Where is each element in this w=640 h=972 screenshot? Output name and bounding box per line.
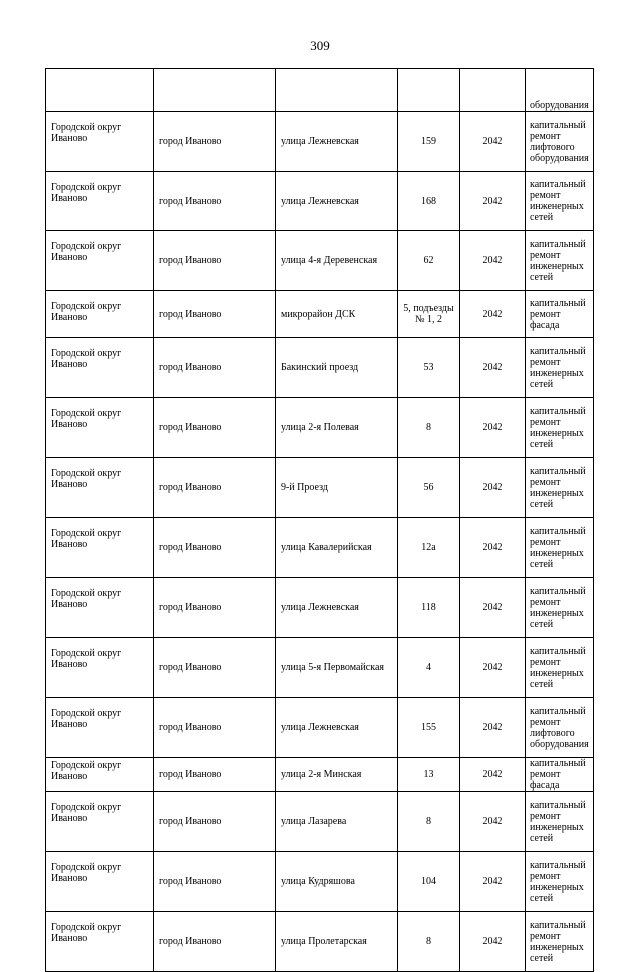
house-cell: 13 — [398, 758, 460, 792]
region-cell: Городской округ Иваново — [46, 458, 154, 518]
region-cell: Городской округ Иваново — [46, 578, 154, 638]
year-cell: 2042 — [460, 758, 526, 792]
house-cell: 8 — [398, 912, 460, 972]
work-type-cell: капитальный ремонт фасада — [526, 291, 594, 338]
year-cell: 2042 — [460, 338, 526, 398]
work-type-cell: капитальный ремонт инженерных сетей — [526, 231, 594, 291]
table-row — [46, 852, 594, 912]
region-cell: Городской округ Иваново — [46, 172, 154, 231]
street-cell: улица 5-я Первомайская — [276, 638, 398, 698]
work-type-cell: капитальный ремонт инженерных сетей — [526, 912, 594, 972]
table-row — [46, 112, 594, 172]
region-cell: Городской округ Иваново — [46, 852, 154, 912]
table-row — [46, 758, 594, 792]
house-cell: 62 — [398, 231, 460, 291]
region-cell: Городской округ Иваново — [46, 638, 154, 698]
house-cell: 8 — [398, 792, 460, 852]
table-row — [46, 291, 594, 338]
house-cell: 8 — [398, 398, 460, 458]
year-cell: 2042 — [460, 172, 526, 231]
year-cell: 2042 — [460, 578, 526, 638]
table-row — [46, 398, 594, 458]
year-cell: 2042 — [460, 792, 526, 852]
region-cell: Городской округ Иваново — [46, 112, 154, 172]
table-row — [46, 231, 594, 291]
work-type-cell: капитальный ремонт инженерных сетей — [526, 172, 594, 231]
street-cell: улица 2-я Полевая — [276, 398, 398, 458]
street-cell: микрорайон ДСК — [276, 291, 398, 338]
city-cell: город Иваново — [154, 458, 276, 518]
work-type-cell: капитальный ремонт инженерных сетей — [526, 792, 594, 852]
street-cell: улица Пролетарская — [276, 912, 398, 972]
year-cell: 2042 — [460, 638, 526, 698]
table-row — [46, 172, 594, 231]
table-row-continued — [46, 69, 594, 112]
work-type-cell: капитальный ремонт лифтового оборудования — [526, 698, 594, 758]
year-cell: 2042 — [460, 231, 526, 291]
street-cell: улица Кавалерийская — [276, 518, 398, 578]
city-cell: город Иваново — [154, 112, 276, 172]
year-cell: 2042 — [460, 291, 526, 338]
year-cell: 2042 — [460, 112, 526, 172]
table-row — [46, 338, 594, 398]
city-cell: город Иваново — [154, 231, 276, 291]
region-cell: Городской округ Иваново — [46, 912, 154, 972]
year-cell — [460, 69, 526, 112]
work-type-cell: капитальный ремонт инженерных сетей — [526, 338, 594, 398]
street-cell: улица Лазарева — [276, 792, 398, 852]
work-type-cell: капитальный ремонт инженерных сетей — [526, 638, 594, 698]
table-row — [46, 578, 594, 638]
year-cell: 2042 — [460, 518, 526, 578]
city-cell: город Иваново — [154, 912, 276, 972]
street-cell: улица Лежневская — [276, 578, 398, 638]
region-cell: Городской округ Иваново — [46, 398, 154, 458]
city-cell: город Иваново — [154, 638, 276, 698]
table-row — [46, 518, 594, 578]
region-cell: Городской округ Иваново — [46, 518, 154, 578]
work-type-cell: капитальный ремонт лифтового оборудования — [526, 112, 594, 172]
house-cell: 56 — [398, 458, 460, 518]
house-cell: 5, подъезды № 1, 2 — [398, 291, 460, 338]
house-cell: 159 — [398, 112, 460, 172]
city-cell: город Иваново — [154, 291, 276, 338]
city-cell: город Иваново — [154, 578, 276, 638]
city-cell: город Иваново — [154, 518, 276, 578]
house-cell: 4 — [398, 638, 460, 698]
region-cell: Городской округ Иваново — [46, 291, 154, 338]
city-cell: город Иваново — [154, 852, 276, 912]
house-cell: 12а — [398, 518, 460, 578]
repair-schedule-table — [45, 68, 594, 972]
city-cell: город Иваново — [154, 338, 276, 398]
house-cell: 118 — [398, 578, 460, 638]
street-cell: Бакинский проезд — [276, 338, 398, 398]
work-type-cell: капитальный ремонт фасада — [526, 758, 594, 792]
city-cell — [154, 69, 276, 112]
city-cell: город Иваново — [154, 698, 276, 758]
region-cell: Городской округ Иваново — [46, 758, 154, 792]
work-type-cell: капитальный ремонт инженерных сетей — [526, 458, 594, 518]
city-cell: город Иваново — [154, 172, 276, 231]
year-cell: 2042 — [460, 398, 526, 458]
work-type-cell: капитальный ремонт инженерных сетей — [526, 852, 594, 912]
city-cell: город Иваново — [154, 398, 276, 458]
street-cell: улица Лежневская — [276, 698, 398, 758]
region-cell: Городской округ Иваново — [46, 698, 154, 758]
street-cell: 9-й Проезд — [276, 458, 398, 518]
region-cell — [46, 69, 154, 112]
region-cell: Городской округ Иваново — [46, 792, 154, 852]
table-row — [46, 912, 594, 972]
street-cell: улица 2-я Минская — [276, 758, 398, 792]
house-cell: 168 — [398, 172, 460, 231]
house-cell: 53 — [398, 338, 460, 398]
page-number: 309 — [310, 38, 330, 53]
region-cell: Городской округ Иваново — [46, 338, 154, 398]
region-cell: Городской округ Иваново — [46, 231, 154, 291]
house-cell: 104 — [398, 852, 460, 912]
street-cell: улица Лежневская — [276, 112, 398, 172]
work-type-cell: оборудования — [526, 69, 594, 112]
work-type-cell: капитальный ремонт инженерных сетей — [526, 398, 594, 458]
table-row — [46, 638, 594, 698]
city-cell: город Иваново — [154, 792, 276, 852]
house-cell: 155 — [398, 698, 460, 758]
street-cell: улица 4-я Деревенская — [276, 231, 398, 291]
table-row — [46, 458, 594, 518]
table-row — [46, 698, 594, 758]
city-cell: город Иваново — [154, 758, 276, 792]
year-cell: 2042 — [460, 852, 526, 912]
street-cell: улица Кудряшова — [276, 852, 398, 912]
street-cell — [276, 69, 398, 112]
table-row — [46, 792, 594, 852]
work-type-cell: капитальный ремонт инженерных сетей — [526, 518, 594, 578]
house-cell — [398, 69, 460, 112]
work-type-cell: капитальный ремонт инженерных сетей — [526, 578, 594, 638]
street-cell: улица Лежневская — [276, 172, 398, 231]
year-cell: 2042 — [460, 458, 526, 518]
year-cell: 2042 — [460, 912, 526, 972]
year-cell: 2042 — [460, 698, 526, 758]
